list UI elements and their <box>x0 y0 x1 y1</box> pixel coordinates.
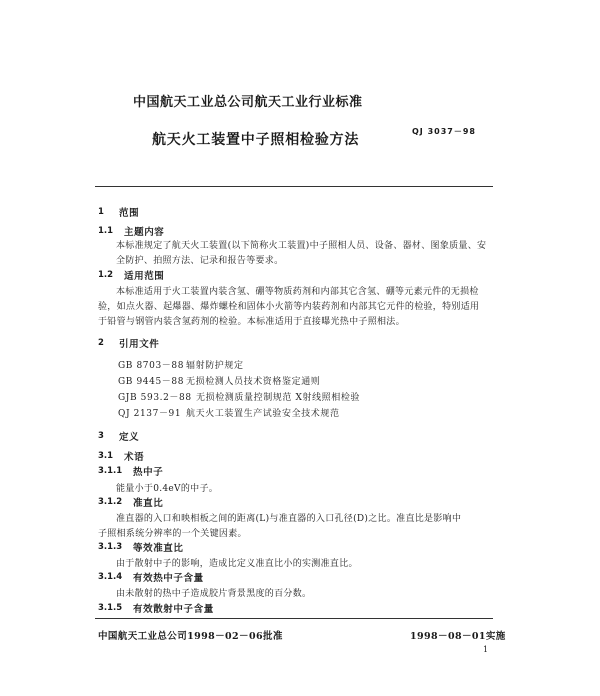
org-standard-heading: 中国航天工业总公司航天工业行业标准 <box>133 95 363 110</box>
reference-code: QJ 2137－91 <box>118 409 182 419</box>
section-2-number: 2 <box>98 338 104 348</box>
section-3-1-1-number: 3.1.1 <box>98 466 123 476</box>
implementation-line: 1998－08－01实施 <box>410 631 506 642</box>
document-title: 航天火工装置中子照相检验方法 <box>152 132 360 148</box>
section-1-1-title: 主题内容 <box>124 227 165 238</box>
header-rule <box>95 186 493 187</box>
section-1-number: 1 <box>98 207 104 217</box>
section-3-1-3-paragraph: 由于散射中子的影响，造成比定义准直比小的实测准直比。 <box>116 559 358 569</box>
reference-code: GB 8703－88 <box>118 361 185 371</box>
reference-title: 无损检测人员技术资格鉴定通则 <box>186 377 321 387</box>
section-3-1-2-line-2: 子照相系统分辨率的一个关键因素。 <box>98 529 247 539</box>
section-3-1-4-paragraph: 由未散射的热中子造成胶片背景黑度的百分数。 <box>116 589 312 599</box>
section-3-1-2-number: 3.1.2 <box>98 497 123 507</box>
section-3-number: 3 <box>98 431 104 441</box>
section-3-title: 定义 <box>119 432 140 443</box>
section-1-1-number: 1.1 <box>98 226 114 236</box>
reference-code: GJB 593.2－88 <box>118 393 192 403</box>
section-1-2-title: 适用范围 <box>124 271 165 282</box>
section-1-2-line-1: 本标准适用于火工装置内装含氢、硼等物质药剂和内部其它含氢、硼等元素元件的无损检 <box>116 287 479 297</box>
section-3-1-number: 3.1 <box>98 451 114 461</box>
section-1-2-line-2: 验，如点火器、起爆器、爆炸螺栓和固体小火箭等内装药剂和内部其它元件的检验，特别适用 <box>98 302 480 312</box>
section-3-1-1-title: 热中子 <box>133 467 164 478</box>
reference-title: 辐射防护规定 <box>186 361 244 371</box>
section-3-1-3-title: 等效准直比 <box>133 543 184 554</box>
page-number: 1 <box>483 645 489 654</box>
approval-line: 中国航天工业总公司1998－02－06批准 <box>98 631 283 642</box>
section-3-1-2-title: 准直比 <box>133 498 164 509</box>
section-2-title: 引用文件 <box>119 339 160 350</box>
standard-code: QJ 3037－98 <box>412 127 476 136</box>
section-3-1-5-number: 3.1.5 <box>98 603 123 613</box>
section-3-1-4-title: 有效热中子含量 <box>133 573 204 584</box>
section-1-2-line-3: 于铅管与钢管内装含氢药剂的检验。本标准适用于直接曝光热中子照相法。 <box>98 317 405 327</box>
section-3-1-3-number: 3.1.3 <box>98 542 123 552</box>
section-3-1-5-title: 有效散射中子含量 <box>133 604 214 615</box>
section-1-title: 范围 <box>119 208 140 219</box>
reference-title: 无损检测质量控制规范 X射线照相检验 <box>196 393 361 403</box>
section-1-2-number: 1.2 <box>98 270 114 280</box>
section-3-1-1-paragraph: 能量小于0.4eV的中子。 <box>116 484 219 494</box>
reference-title: 航天火工装置生产试验安全技术规范 <box>186 409 340 419</box>
reference-code: GB 9445－88 <box>118 377 185 387</box>
section-1-1-paragraph: 本标准规定了航天火工装置(以下简称火工装置)中子照相人员、设备、器材、图象质量、安全防护、拍照方法、记录和报告等要求。 <box>116 241 487 266</box>
section-3-1-2-line-1: 准直器的入口和映相板之间的距离(L)与准直器的入口孔径(D)之比。准直比是影响中 <box>116 514 462 524</box>
section-3-1-title: 术语 <box>124 452 145 463</box>
section-3-1-4-number: 3.1.4 <box>98 572 123 582</box>
footer-rule <box>95 618 493 619</box>
